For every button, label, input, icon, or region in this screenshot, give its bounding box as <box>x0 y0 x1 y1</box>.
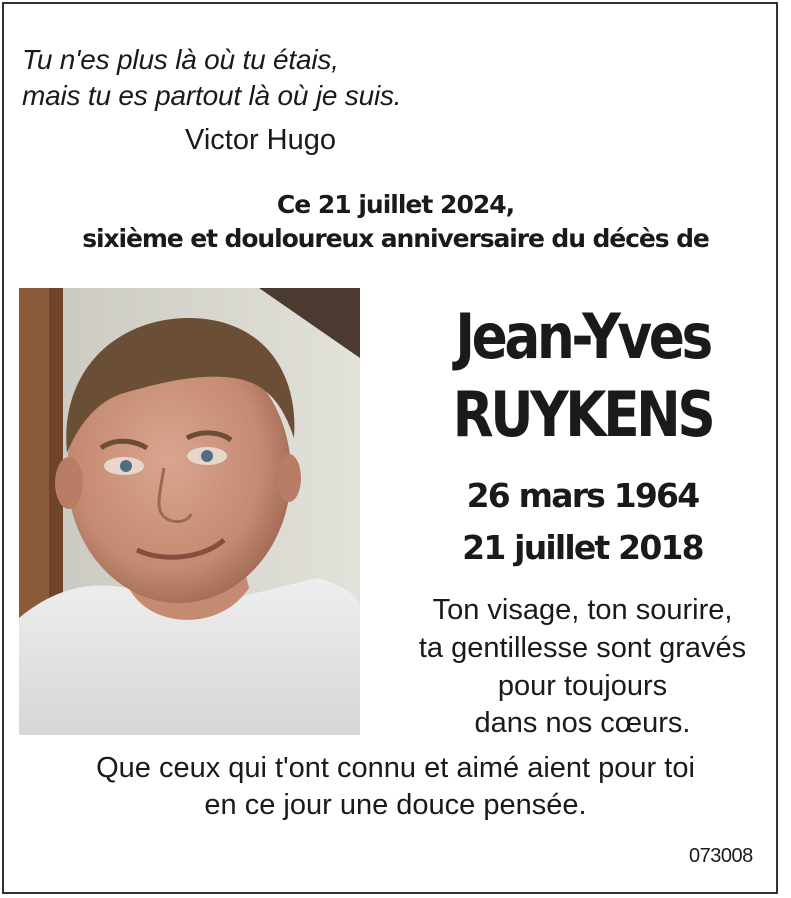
birth-date: 26 mars 1964 <box>466 476 699 515</box>
portrait-photo <box>19 288 360 735</box>
verse-line-4: dans nos cœurs. <box>474 707 691 739</box>
last-name: RUYKENS <box>452 378 713 451</box>
verse-line-1: Ton visage, ton sourire, <box>432 594 733 626</box>
quote-line-2: mais tu es partout là où je suis. <box>22 80 402 111</box>
verse-line-2: ta gentillesse sont gravés <box>418 632 747 664</box>
anniversary-date: Ce 21 juillet 2024, <box>276 190 515 219</box>
death-date: 21 juillet 2018 <box>462 528 703 567</box>
quote-author: Victor Hugo <box>185 124 336 156</box>
quote-line-1: Tu n'es plus là où tu étais, <box>22 44 339 75</box>
closing-line-1: Que ceux qui t'ont connu et aimé aient pour toi <box>96 752 695 784</box>
first-name: Jean-Yves <box>455 300 710 373</box>
reference-number: 073008 <box>689 845 753 867</box>
anniversary-subtitle: sixième et douloureux anniversaire du décès de <box>82 224 709 253</box>
closing-line-2: en ce jour une douce pensée. <box>204 789 587 821</box>
verse-line-3: pour toujours <box>497 670 668 702</box>
